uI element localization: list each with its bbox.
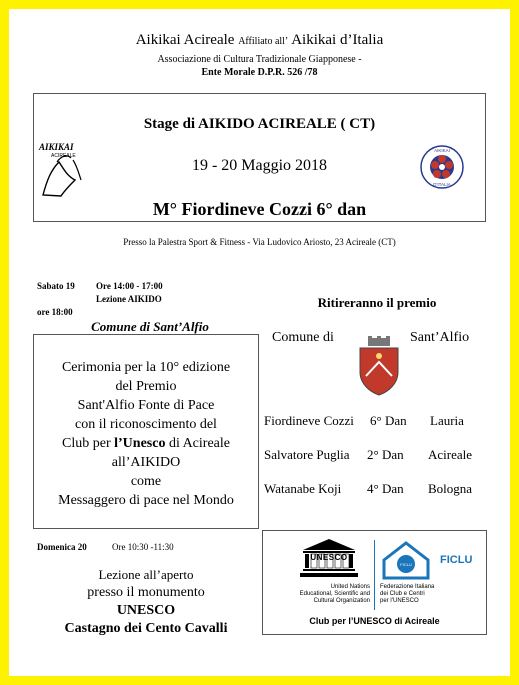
aikikai-italia-logo	[416, 145, 468, 191]
logo-right-top: AIKIKAI	[434, 148, 450, 153]
ceremony-aikido: all’AIKIDO	[111, 455, 181, 470]
unesco-org-text	[270, 584, 370, 605]
aikikai-acireale-logo	[37, 140, 85, 198]
affiliated-text: Affiliato all’	[238, 36, 289, 47]
stage-date: 19 - 20 Maggio 2018	[191, 157, 328, 174]
parent-org: Aikikai d’Italia	[291, 32, 384, 48]
ficlu-house-icon	[380, 540, 432, 582]
logo-right-bottom: D'ITALIA	[433, 182, 451, 187]
association-text: Associazione di Cultura Tradizionale Giapponese -	[157, 54, 362, 65]
org-name: Aikikai Acireale	[135, 32, 235, 48]
svg-text:FICLU: FICLU	[400, 562, 412, 567]
stage-master: M° Fiordineve Cozzi 6° dan	[152, 199, 367, 219]
sunday-time: Ore 10:30 -11:30	[112, 542, 174, 552]
award-dan-1: 6° Dan	[370, 413, 407, 428]
club-unesco-acireale: Club per l’UNESCO di Acireale	[309, 616, 440, 626]
saturday-lesson: Lezione AIKIDO	[96, 294, 162, 304]
awards-comune-left: Comune di	[272, 330, 334, 345]
sant-alfio-crest-icon	[356, 336, 402, 396]
saturday-place: Comune di Sant’Alfio	[91, 319, 209, 334]
logo-left-sub: ACIREALE	[51, 153, 76, 159]
awards-title: Ritireranno il premio	[317, 295, 437, 310]
award-name-2: Salvatore Puglia	[264, 447, 350, 462]
ceremony-line4: con il riconoscimento del	[75, 417, 217, 432]
sunday-line4: Castagno dei Cento Cavalli	[64, 621, 228, 636]
awards-comune-right: Sant’Alfio	[410, 330, 470, 345]
ficlu-fed1: Federazione Italiana	[380, 584, 435, 590]
ceremony-club: Club per	[62, 436, 115, 451]
unesco-org1: United Nations	[330, 584, 370, 590]
ceremony-line5	[33, 434, 259, 453]
ficlu-fed2: dei Club e Centri	[380, 591, 425, 597]
saturday-day: Sabato 19	[37, 281, 75, 291]
stage-title: Stage di AIKIDO ACIREALE ( CT)	[143, 116, 376, 132]
award-name-3: Watanabe Koji	[264, 481, 342, 496]
unesco-divider	[374, 540, 375, 610]
saturday-time: Ore 14:00 - 17:00	[96, 281, 163, 291]
sunday-line1: Lezione all’aperto	[98, 567, 194, 582]
award-city-2: Acireale	[428, 447, 473, 462]
award-dan-3: 4° Dan	[367, 481, 404, 496]
header-title	[0, 32, 519, 49]
ficlu-wordmark: FICLU	[440, 554, 473, 566]
award-city-1: Lauria	[430, 413, 464, 428]
sunday-day: Domenica 20	[37, 542, 87, 552]
ficlu-fed3: per l’UNESCO	[380, 598, 419, 604]
ceremony-come: come	[130, 474, 162, 489]
logo-left-text: AIKIKAI	[39, 142, 74, 152]
unesco-org3: Cultural Organization	[313, 598, 370, 604]
ente-text: Ente Morale D.P.R. 526 /78	[201, 67, 318, 78]
award-name-1: Fiordineve Cozzi	[264, 413, 354, 428]
sunday-line2: presso il monumento	[87, 585, 205, 600]
unesco-org2: Educational, Scientific and	[299, 591, 370, 597]
ceremony-line2: del Premio	[115, 379, 177, 394]
award-dan-2: 2° Dan	[367, 447, 404, 462]
ceremony-acireale: di Acireale	[165, 436, 230, 451]
ceremony-line1: Cerimonia per la 10° edizione	[61, 360, 231, 375]
sunday-line3: UNESCO	[116, 603, 176, 618]
ceremony-messenger: Messaggero di pace nel Mondo	[58, 493, 234, 508]
ficlu-fed-text	[380, 584, 480, 605]
saturday-time2: ore 18:00	[37, 307, 73, 317]
unesco-wordmark	[308, 551, 350, 562]
venue-text: Presso la Palestra Sport & Fitness - Via Ludovico Ariosto, 23 Acireale (CT)	[123, 237, 396, 247]
unesco-wordmark-text: UNESCO	[310, 553, 348, 562]
ceremony-unesco: l’Unesco	[114, 436, 166, 451]
award-city-3: Bologna	[428, 481, 473, 496]
ceremony-prize: Sant'Alfio Fonte di Pace	[77, 398, 215, 413]
